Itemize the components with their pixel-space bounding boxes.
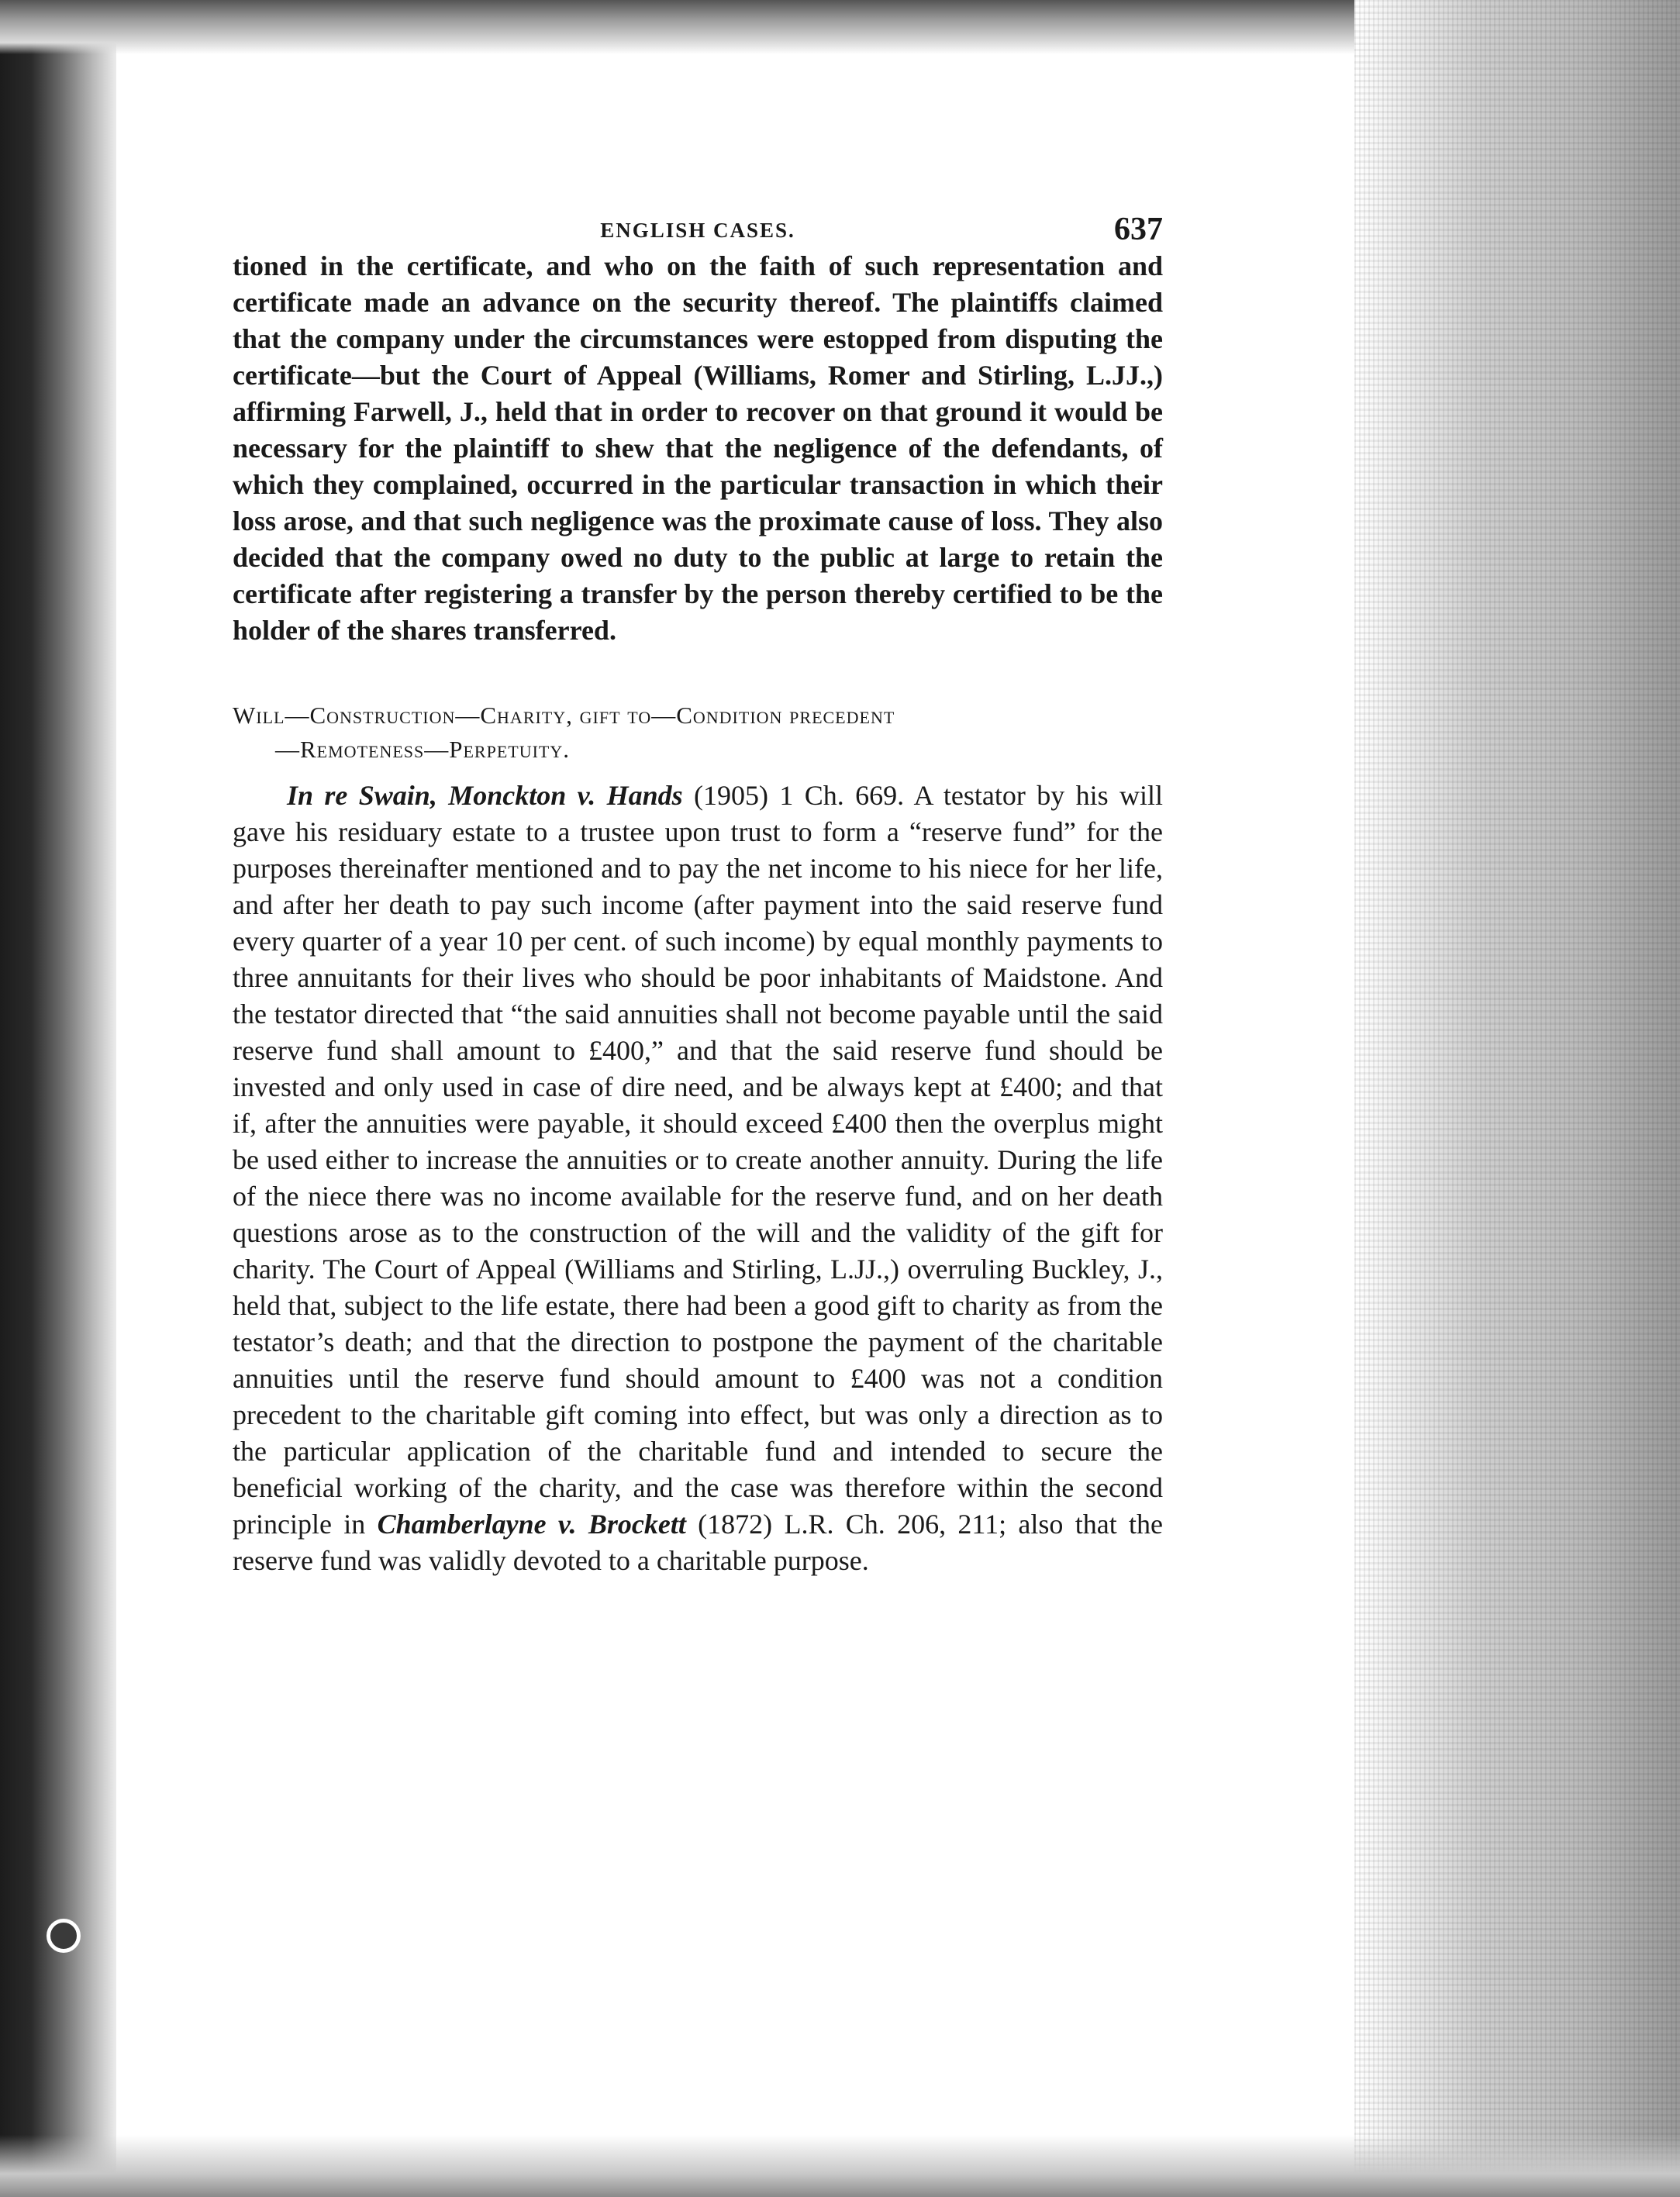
case-citation: In re Swain, Monckton v. Hands bbox=[287, 780, 683, 811]
case-reference: (1905) 1 Ch. 669. bbox=[682, 780, 914, 811]
scan-shadow-left bbox=[0, 0, 116, 2197]
section-heading-line-1: Will—Construction—Charity, gift to—Condition precedent bbox=[233, 702, 895, 729]
scan-shadow-right bbox=[1354, 0, 1680, 2197]
running-title: ENGLISH CASES. bbox=[600, 219, 795, 242]
continued-case-paragraph: tioned in the certificate, and who on the faith of such representation and certificate made an advance on the security thereof. The plaintiffs claimed that the company under the circumstances were estopped from disputing the certificate—but the Court of Appeal (Williams, Romer and Stirling, L.JJ.,) affirming Farwell, J., held that in order to recover on that ground it would be necessary for the plaintiff to shew that the negligence of the defendants, of which they complained, occurred in the particular transaction in which their loss arose, and that such negligence was the proximate cause of loss. They also decided that the company owed no duty to the public at large to retain the certificate after registering a transfer by the person thereby certified to be the holder of the shares transferred. bbox=[233, 250, 1163, 646]
page-number: 637 bbox=[1114, 212, 1163, 247]
case-text-part-1: A testator by his will gave his residuary estate to a trustee upon trust to form a “reserve fund” for the purposes thereinafter mentioned and to pay the net income to his niece for her life, and after her death to pay such income (after payment into the said reserve fund every quarter of a year 10 per cent. of such income) by equal monthly payments to three annuitants for their lives who should be poor inhabitants of Maidstone. And the testator directed that “the said annuities shall not become payable until the said reserve fund shall amount to £400,” and that the said reserve fund should be invested and only used in case of dire need, and be always kept at £400; and that if, after the annuities were payable, it should exceed £400 then the overplus might be used either to increase the annuities or to create another annuity. During the life of the niece there was no income available for the reserve fund, and on her death questions arose as to the construction of the will and the validity of the gift for charity. The Court of Appeal (Williams and Stirling, L.JJ.,) overruling Buckley, J., held that, subject to the life estate, there had been a good gift to charity as from the testator’s death; and that the direction to postpone the payment of the charitable annuities until the reserve fund should amount to £400 was not a condition precedent to the charitable gift coming into effect, but was only a direction as to the particular application of the charitable fund and intended to secure the beneficial working of the charity, and the case was therefore within the second principle in bbox=[233, 780, 1163, 1540]
case-summary-paragraph bbox=[233, 778, 1163, 1579]
book-page bbox=[233, 194, 1163, 1579]
section-heading-line-2: —Remoteness—Perpetuity. bbox=[275, 736, 570, 763]
binding-ring bbox=[47, 1919, 81, 1953]
case-text-part-2: (1872) L.R. Ch. 206, 211; also that the reserve fund was validly devoted to a charitable purpose. bbox=[233, 1509, 1163, 1576]
running-head bbox=[233, 194, 1163, 248]
section-heading bbox=[233, 698, 1163, 767]
scan-shadow-bottom bbox=[0, 2135, 1680, 2197]
cited-case: Chamberlayne v. Brockett bbox=[377, 1509, 686, 1540]
